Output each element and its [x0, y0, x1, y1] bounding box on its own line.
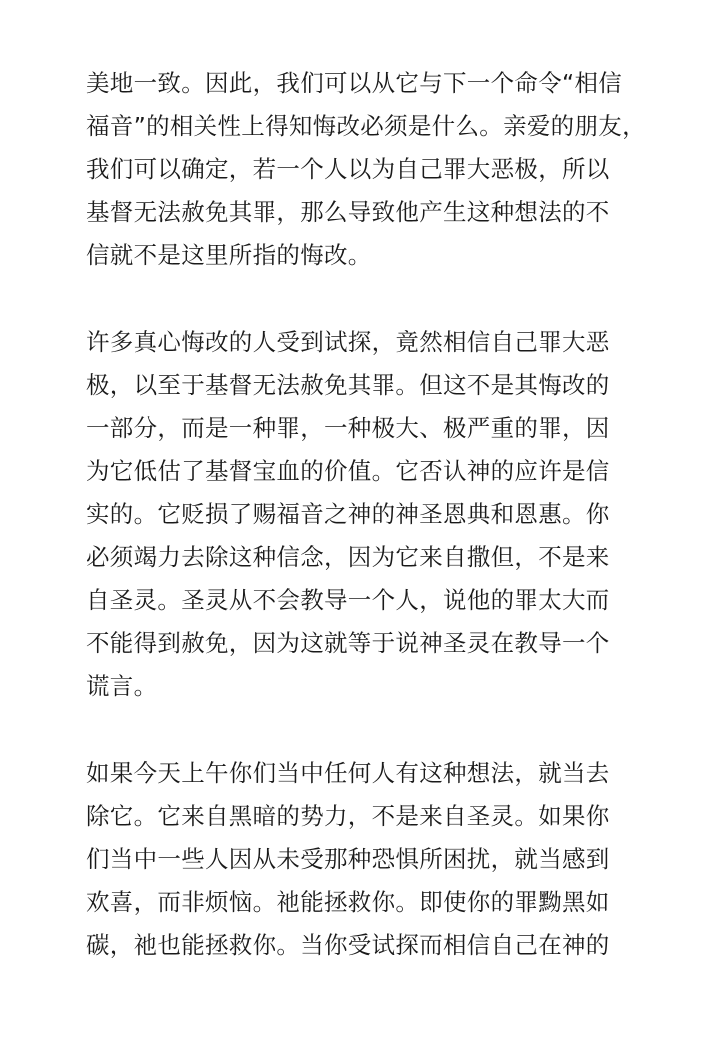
paragraph-line: 除它。它来自黑暗的势力，不是来自圣灵。如果你 [86, 802, 610, 830]
paragraph-line: 必须竭力去除这种信念，因为它来自撒但，不是来 [86, 543, 610, 571]
paragraph-line: 极，以至于基督无法赦免其罪。但这不是其悔改的 [86, 371, 610, 399]
paragraph-line: 碳，祂也能拯救你。当你受试探而相信自己在神的 [86, 931, 610, 959]
paragraph-line: 谎言。 [86, 672, 158, 700]
paragraph-line: 自圣灵。圣灵从不会教导一个人，说他的罪太大而 [86, 586, 610, 614]
paragraph-line: 基督无法赦免其罪，那么导致他产生这种想法的不 [86, 198, 610, 226]
paragraph-line: 为它低估了基督宝血的价值。它否认神的应许是信 [86, 457, 610, 485]
paragraph-line: 们当中一些人因从未受那种恐惧所困扰，就当感到 [86, 845, 610, 873]
paragraph-line: 许多真心悔改的人受到试探，竟然相信自己罪大恶 [86, 328, 610, 356]
paragraph-line: 如果今天上午你们当中任何人有这种想法，就当去 [86, 759, 610, 787]
paragraph-line: 欢喜，而非烦恼。祂能拯救你。即使你的罪黝黑如 [86, 888, 610, 916]
paragraph-3 [86, 752, 646, 967]
paragraph-1 [86, 62, 646, 277]
paragraph-line: 福音”的相关性上得知悔改必须是什么。亲爱的朋友， [86, 112, 646, 140]
paragraph-line: 美地一致。因此，我们可以从它与下一个命令“相信 [86, 69, 623, 97]
paragraph-line: 实的。它贬损了赐福音之神的神圣恩典和恩惠。你 [86, 500, 610, 528]
paragraph-line: 信就不是这里所指的悔改。 [86, 241, 372, 269]
paragraph-line: 我们可以确定，若一个人以为自己罪大恶极，所以 [86, 155, 610, 183]
paragraph-2 [86, 321, 646, 708]
paragraph-line: 不能得到赦免，因为这就等于说神圣灵在教导一个 [86, 629, 610, 657]
paragraph-line: 一部分，而是一种罪，一种极大、极严重的罪，因 [86, 414, 610, 442]
